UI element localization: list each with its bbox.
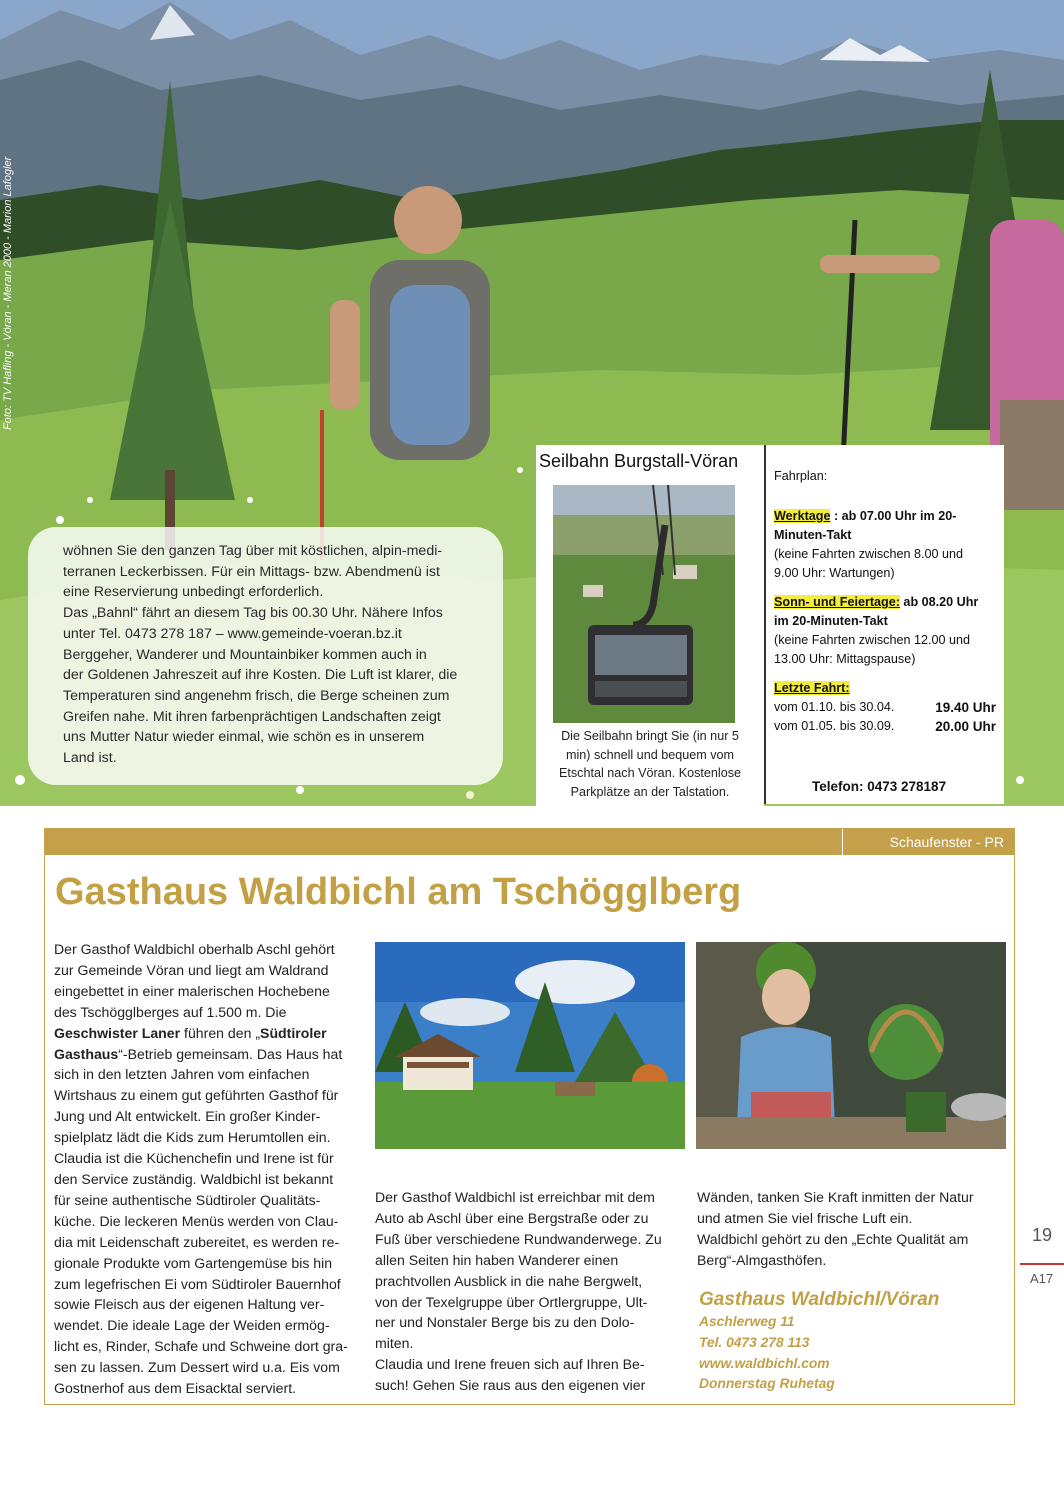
werktage-label: Werktage xyxy=(774,509,831,523)
advertorial-box xyxy=(44,828,1015,1405)
bold-text: Gasthaus xyxy=(54,1045,119,1062)
bold-text: Geschwister Laner xyxy=(54,1024,181,1041)
letzte-fahrt-time: 20.00 Uhr xyxy=(935,719,996,734)
werktage-note: (keine Fahrten zwischen 8.00 und xyxy=(774,547,964,561)
werktage-time: Minuten-Takt xyxy=(774,528,852,542)
article-line: spielplatz lädt die Kids zum Herumtollen ein. xyxy=(54,1129,331,1146)
article-line: für seine authentische Südtiroler Qualitäts- xyxy=(54,1191,321,1208)
letzte-fahrt-time: 19.40 Uhr xyxy=(935,700,996,715)
kitchen-photo xyxy=(696,942,1006,1149)
gasthaus-photo xyxy=(375,942,685,1149)
article-line: Der Gasthof Waldbichl ist erreichbar mit dem xyxy=(375,1189,655,1205)
seilbahn-phone: Telefon: 0473 278187 xyxy=(812,779,947,794)
article-line: Wänden, tanken Sie Kraft inmitten der Natur xyxy=(697,1189,974,1205)
article-line: Wirtshaus zu einem gut geführten Gasthof für xyxy=(54,1087,339,1104)
intro-line: unter Tel. 0473 278 187 – www.gemeinde-voeran.bz.it xyxy=(63,625,402,642)
article-line: sen zu lassen. Zum Dessert wird u.a. Eis vom xyxy=(54,1359,340,1376)
article-line: Fuß über verschiedene Rundwanderwege. Zu xyxy=(375,1230,662,1247)
article-line xyxy=(54,1023,374,1044)
fahrplan-label: Fahrplan: xyxy=(774,469,828,483)
letzte-fahrt-period: vom 01.05. bis 30.09. xyxy=(774,719,895,733)
article-line: Claudia und Irene freuen sich auf Ihren Be- xyxy=(375,1356,645,1373)
article-line: licht es, Rinder, Schafe und Schweine dort gra- xyxy=(54,1338,348,1355)
intro-line: Temperaturen sind angenehm frisch, die Berge scheinen zum xyxy=(63,687,450,704)
article-line: prachtvollen Ausblick in die nahe Bergwelt, xyxy=(375,1272,643,1289)
intro-text-box xyxy=(28,527,503,785)
article-line: Der Gasthof Waldbichl oberhalb Aschl gehört xyxy=(54,941,335,957)
page-number: 19 xyxy=(1032,1225,1053,1245)
intro-line: Das „Bahnl“ fährt an diesem Tag bis 00.30 Uhr. Nähere Infos xyxy=(63,605,443,622)
contact-website[interactable]: www.waldbichl.com xyxy=(699,1355,830,1371)
text-run: “-Betrieb gemeinsam. Das Haus hat xyxy=(118,1045,343,1062)
sonntage-label: Sonn- und Feiertage: xyxy=(774,595,900,609)
caption-line: Die Seilbahn bringt Sie (in nur 5 xyxy=(561,729,739,743)
contact-closing-day: Donnerstag Ruhetag xyxy=(699,1376,835,1392)
advertorial-tag: Schaufenster - PR xyxy=(842,829,1014,855)
article-line: Claudia ist die Küchenchefin und Irene ist für xyxy=(54,1150,334,1167)
intro-line: der Goldenen Jahreszeit auf ihre Kosten. Die Luft ist klarer, die xyxy=(63,667,458,684)
fahrplan-box xyxy=(766,445,1004,804)
article-line: eingebettet in einer malerischen Hochebene xyxy=(54,982,330,999)
article-line: such! Gehen Sie raus aus den eigenen vier xyxy=(375,1377,646,1394)
cable-car-illustration xyxy=(553,485,735,723)
intro-line: eine Reservierung unbedingt erforderlich. xyxy=(63,584,324,601)
article-line: wendet. Die ideale Lage der Weiden ermög- xyxy=(54,1317,330,1334)
gasthaus-building-illustration xyxy=(375,942,685,1149)
werktage-time: : ab 07.00 Uhr im 20- xyxy=(830,509,957,523)
sonntage-time: im 20-Minuten-Takt xyxy=(774,614,888,628)
article-line: und atmen Sie viel frische Luft ein. xyxy=(697,1209,913,1226)
sonntage-note: 13.00 Uhr: Mittagspause) xyxy=(774,652,916,666)
contact-phone: Tel. 0473 278 113 xyxy=(699,1334,810,1350)
article-line: küche. Die leckeren Menüs werden von Clau- xyxy=(54,1212,339,1229)
article-line: Gostnerhof aus dem Eisacktal serviert. xyxy=(54,1380,297,1397)
article-line xyxy=(54,1044,374,1065)
article-line: gionale Produkte vom Gartengemüse bis hin xyxy=(54,1254,333,1271)
page-number-rule xyxy=(1020,1263,1064,1265)
page-code: A17 xyxy=(1030,1271,1054,1286)
caption-line: min) schnell und bequem vom xyxy=(566,747,734,762)
contact-address: Aschlerweg 11 xyxy=(699,1314,795,1329)
sonntage-block xyxy=(774,593,1004,669)
gondola-photo xyxy=(553,485,735,723)
article-column-3 xyxy=(697,1187,1009,1271)
article-line: Berg“-Almgasthöfen. xyxy=(697,1251,827,1268)
article-column-1 xyxy=(54,939,374,1399)
article-line: Auto ab Aschl über eine Bergstraße oder zu xyxy=(375,1209,649,1226)
chef-kitchen-illustration xyxy=(696,942,1006,1149)
letzte-fahrt-row xyxy=(774,698,996,717)
text-run: führen den „ xyxy=(180,1024,261,1041)
letzte-fahrt-label: Letzte Fahrt: xyxy=(774,681,850,695)
advertorial-title: Gasthaus Waldbichl am Tschögglberg xyxy=(55,871,742,913)
article-line: den Service zuständig. Waldbichl ist bekannt xyxy=(54,1170,334,1187)
seilbahn-caption xyxy=(536,727,764,801)
letzte-fahrt-block xyxy=(774,679,1004,736)
article-line: zur Gemeinde Vöran und liegt am Waldrand xyxy=(54,961,329,978)
bold-text: Südtiroler xyxy=(260,1024,327,1041)
article-line: sich in den letzten Jahren vom einfachen xyxy=(54,1066,310,1083)
article-line: miten. xyxy=(375,1335,414,1352)
caption-line: Parkplätze an der Talstation. xyxy=(570,784,730,799)
photo-credit: Foto: TV Hafling - Vöran - Meran 2000 - Marion Lafogler xyxy=(2,156,14,430)
intro-line: terranen Leckerbissen. Für ein Mittags- bzw. Abendmenü ist xyxy=(63,563,440,580)
seilbahn-box xyxy=(536,445,764,806)
intro-line: Greifen nahe. Mit ihren farbenprächtigen Landschaften zeigt xyxy=(63,708,441,725)
caption-line: Etschtal nach Vöran. Kostenlose xyxy=(558,766,742,780)
article-line: dia mit Leidenschaft zubereitet, es werden re- xyxy=(54,1233,340,1250)
sonntage-note: (keine Fahrten zwischen 12.00 und xyxy=(774,633,971,647)
sonntage-time: ab 08.20 Uhr xyxy=(899,595,979,609)
seilbahn-title: Seilbahn Burgstall-Vöran xyxy=(539,451,739,471)
gasthaus-contact xyxy=(699,1287,939,1395)
letzte-fahrt-period: vom 01.10. bis 30.04. xyxy=(774,700,895,714)
article-line: allen Seiten hin haben Wanderer einen xyxy=(375,1251,619,1268)
article-line: Jung und Alt entwickelt. Ein großer Kinder- xyxy=(54,1108,321,1125)
werktage-note: 9.00 Uhr: Wartungen) xyxy=(774,566,895,580)
article-line: zum legefrischen Ei vom Südtiroler Bauernhof xyxy=(54,1275,341,1292)
article-line: ner und Nonstaler Berge bis zu den Dolo- xyxy=(375,1314,635,1331)
intro-line: Berggeher, Wanderer und Mountainbiker kommen auch in xyxy=(63,646,427,663)
intro-line: Land ist. xyxy=(63,750,117,767)
intro-line: wöhnen Sie den ganzen Tag über mit köstlichen, alpin-medi- xyxy=(63,543,443,559)
article-line: des Tschögglberges auf 1.500 m. Die xyxy=(54,1003,287,1020)
letzte-fahrt-row xyxy=(774,717,996,736)
article-line: sowie Fleisch aus der eigenen Haltung ver- xyxy=(54,1296,325,1313)
intro-line: uns Mutter Natur wieder einmal, wie schön es in unserem xyxy=(63,729,425,746)
contact-name: Gasthaus Waldbichl/Vöran xyxy=(699,1289,940,1310)
article-line: Waldbichl gehört zu den „Echte Qualität am xyxy=(697,1230,969,1247)
werktage-block xyxy=(774,507,1004,583)
article-line: von der Texelgruppe über Ortlergruppe, Ult- xyxy=(375,1293,648,1310)
article-column-2 xyxy=(375,1187,695,1396)
